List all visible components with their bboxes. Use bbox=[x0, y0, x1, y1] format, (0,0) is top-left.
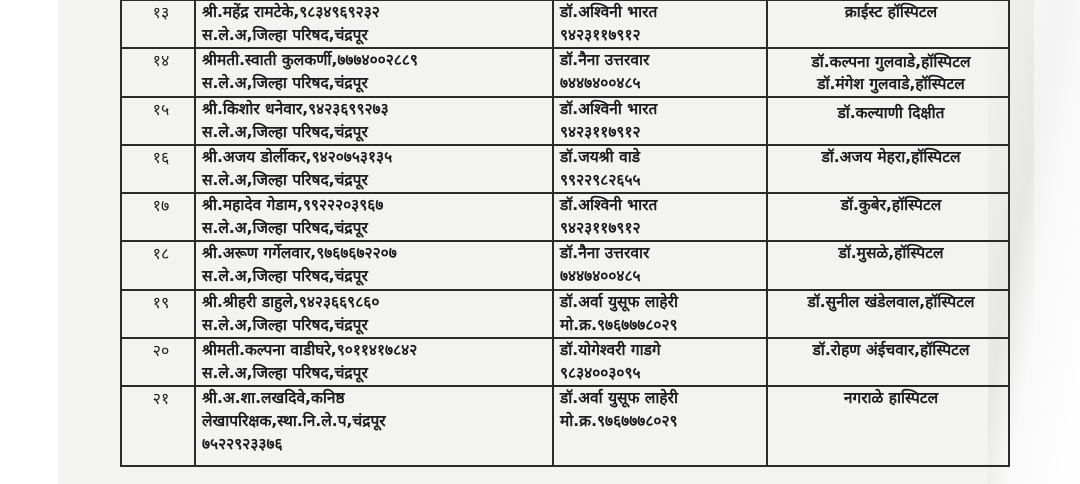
serial-number: १६ bbox=[121, 145, 195, 193]
employee-name: श्री.किशोर धनेवार,९४२३६९९२७३ bbox=[202, 100, 389, 118]
doctor-cell bbox=[553, 386, 767, 466]
serial-number: १३ bbox=[121, 0, 195, 48]
hospital-cell bbox=[767, 193, 1009, 241]
employee-cell bbox=[195, 386, 553, 466]
doctor-phone: ७४४७४००४८५ bbox=[560, 267, 641, 285]
employee-name: श्रीमती.कल्पना वाडीघरे,९०११४१७८४२ bbox=[202, 341, 418, 359]
employee-cell bbox=[195, 48, 553, 97]
hospital-cell bbox=[767, 386, 1009, 466]
hospital-cell bbox=[767, 241, 1009, 290]
doctor-cell bbox=[553, 290, 767, 338]
table-row bbox=[121, 386, 1009, 466]
doctor-phone: मो.क्र.९७६७७७८०२९ bbox=[560, 412, 678, 430]
employee-office: स.ले.अ,जिल्हा परिषद,चंद्रपूर bbox=[202, 26, 368, 44]
employee-office: स.ले.अ,जिल्हा परिषद,चंद्रपूर bbox=[202, 316, 368, 334]
doctor-phone: ९८३४००३०९५ bbox=[560, 364, 641, 382]
employee-cell bbox=[195, 241, 553, 290]
serial-number: २० bbox=[121, 338, 195, 386]
doctor-phone: मो.क्र.९७६७७७८०२९ bbox=[560, 316, 678, 334]
table-row bbox=[121, 48, 1009, 97]
table-row bbox=[121, 241, 1009, 290]
doctor-name: डॉ.जयश्री वाडे bbox=[560, 148, 640, 166]
table-row bbox=[121, 338, 1009, 386]
hospital-name: डॉ.रोहण अंईचवार,हॉस्पिटल bbox=[812, 341, 970, 359]
doctor-name: डॉ.नैना उत्तरवार bbox=[560, 244, 650, 262]
hospital-cell bbox=[767, 338, 1009, 386]
employee-office: स.ले.अ,जिल्हा परिषद,चंद्रपूर bbox=[202, 74, 368, 92]
doctor-cell bbox=[553, 145, 767, 193]
employee-cell bbox=[195, 145, 553, 193]
serial-number: १७ bbox=[121, 193, 195, 241]
table-row bbox=[121, 193, 1009, 241]
serial-number: २१ bbox=[121, 386, 195, 466]
employee-name: श्री.श्रीहरी डाहुले,९४२३६६९८६० bbox=[202, 293, 380, 311]
doctor-cell bbox=[553, 193, 767, 241]
employee-office: स.ले.अ,जिल्हा परिषद,चंद्रपूर bbox=[202, 171, 368, 189]
doctor-name: डॉ.अश्विनी भारत bbox=[560, 3, 658, 21]
employee-cell bbox=[195, 193, 553, 241]
doctor-phone: ९४२३११७९१२ bbox=[560, 219, 641, 237]
doctor-cell bbox=[553, 48, 767, 97]
doctor-cell bbox=[553, 0, 767, 48]
employee-phone: ७५२२९२३३७६ bbox=[202, 435, 283, 453]
employee-name: श्री.अरूण गर्गेलवार,९७६७६७२२०७ bbox=[202, 244, 397, 262]
doctor-name: डॉ.नैना उत्तरवार bbox=[560, 51, 650, 69]
table-row bbox=[121, 97, 1009, 145]
table-row bbox=[121, 0, 1009, 48]
employee-office: स.ले.अ,जिल्हा परिषद,चंद्रपूर bbox=[202, 364, 368, 382]
hospital-name: डॉ.कल्याणी दिक्षीत bbox=[837, 104, 945, 122]
doctor-name: डॉ.अश्विनी भारत bbox=[560, 100, 658, 118]
doctor-cell bbox=[553, 97, 767, 145]
employee-office: स.ले.अ,जिल्हा परिषद,चंद्रपूर bbox=[202, 267, 368, 285]
doctor-phone: ९९२२९८२६५५ bbox=[560, 171, 641, 189]
serial-number: १५ bbox=[121, 97, 195, 145]
table-row bbox=[121, 145, 1009, 193]
table-row bbox=[121, 290, 1009, 338]
employee-name: श्री.अजय डोर्लीकर,९४२०७५३१३५ bbox=[202, 148, 393, 166]
hospital-cell bbox=[767, 145, 1009, 193]
employee-name: श्री.अ.शा.लखदिवे,कनिष्ठ bbox=[202, 389, 345, 407]
doctor-phone: ९४२३११७९१२ bbox=[560, 123, 641, 141]
hospital-name: क्राईस्ट हॉस्पिटल bbox=[844, 3, 938, 21]
doctor-phone: ७४४७४००४८५ bbox=[560, 74, 641, 92]
hospital-name: डॉ.सुनील खंडेलवाल,हॉस्पिटल bbox=[807, 293, 975, 311]
doctor-name: डॉ.योगेश्वरी गाडगे bbox=[560, 341, 661, 359]
employee-office: लेखापरिक्षक,स्था.नि.ले.प,चंद्रपूर bbox=[202, 412, 386, 430]
employee-cell bbox=[195, 290, 553, 338]
employee-office: स.ले.अ,जिल्हा परिषद,चंद्रपूर bbox=[202, 219, 368, 237]
hospital-name: डॉ.कुबेर,हॉस्पिटल bbox=[840, 196, 942, 214]
doctor-cell bbox=[553, 241, 767, 290]
employee-name: श्री.महादेव गेडाम,९९२२२०३९६७ bbox=[202, 196, 384, 214]
employee-cell bbox=[195, 338, 553, 386]
doctor-name: डॉ.अर्वा युसूफ लाहेरी bbox=[560, 293, 678, 311]
hospital-cell bbox=[767, 290, 1009, 338]
employee-name: श्रीमती.स्वाती कुलकर्णी,७७७४००२८८९ bbox=[202, 51, 418, 69]
serial-number: १९ bbox=[121, 290, 195, 338]
hospital-name: डॉ.कल्पना गुलवाडे,हॉस्पिटल bbox=[811, 53, 971, 71]
hospital-cell bbox=[767, 97, 1009, 145]
hospital-cell bbox=[767, 48, 1009, 97]
doctor-name: डॉ.अर्वा युसूफ लाहेरी bbox=[560, 389, 678, 407]
serial-number: १४ bbox=[121, 48, 195, 97]
hospital-name: नगराळे हास्पिटल bbox=[843, 389, 939, 407]
doctor-name: डॉ.अश्विनी भारत bbox=[560, 196, 658, 214]
employee-office: स.ले.अ,जिल्हा परिषद,चंद्रपूर bbox=[202, 123, 368, 141]
records-table bbox=[120, 0, 1010, 467]
employee-cell bbox=[195, 0, 553, 48]
doctor-cell bbox=[553, 338, 767, 386]
serial-number: १८ bbox=[121, 241, 195, 290]
hospital-name: डॉ.अजय मेहरा,हॉस्पिटल bbox=[821, 148, 961, 166]
hospital-name-secondary: डॉ.मंगेश गुलवाडे,हॉस्पिटल bbox=[817, 75, 965, 93]
employee-cell bbox=[195, 97, 553, 145]
employee-name: श्री.महेंद्र रामटेके,९८३४९६९२३२ bbox=[202, 3, 380, 21]
doctor-phone: ९४२३११७९१२ bbox=[560, 26, 641, 44]
hospital-name: डॉ.मुसळे,हॉस्पिटल bbox=[838, 244, 944, 262]
hospital-cell bbox=[767, 0, 1009, 48]
